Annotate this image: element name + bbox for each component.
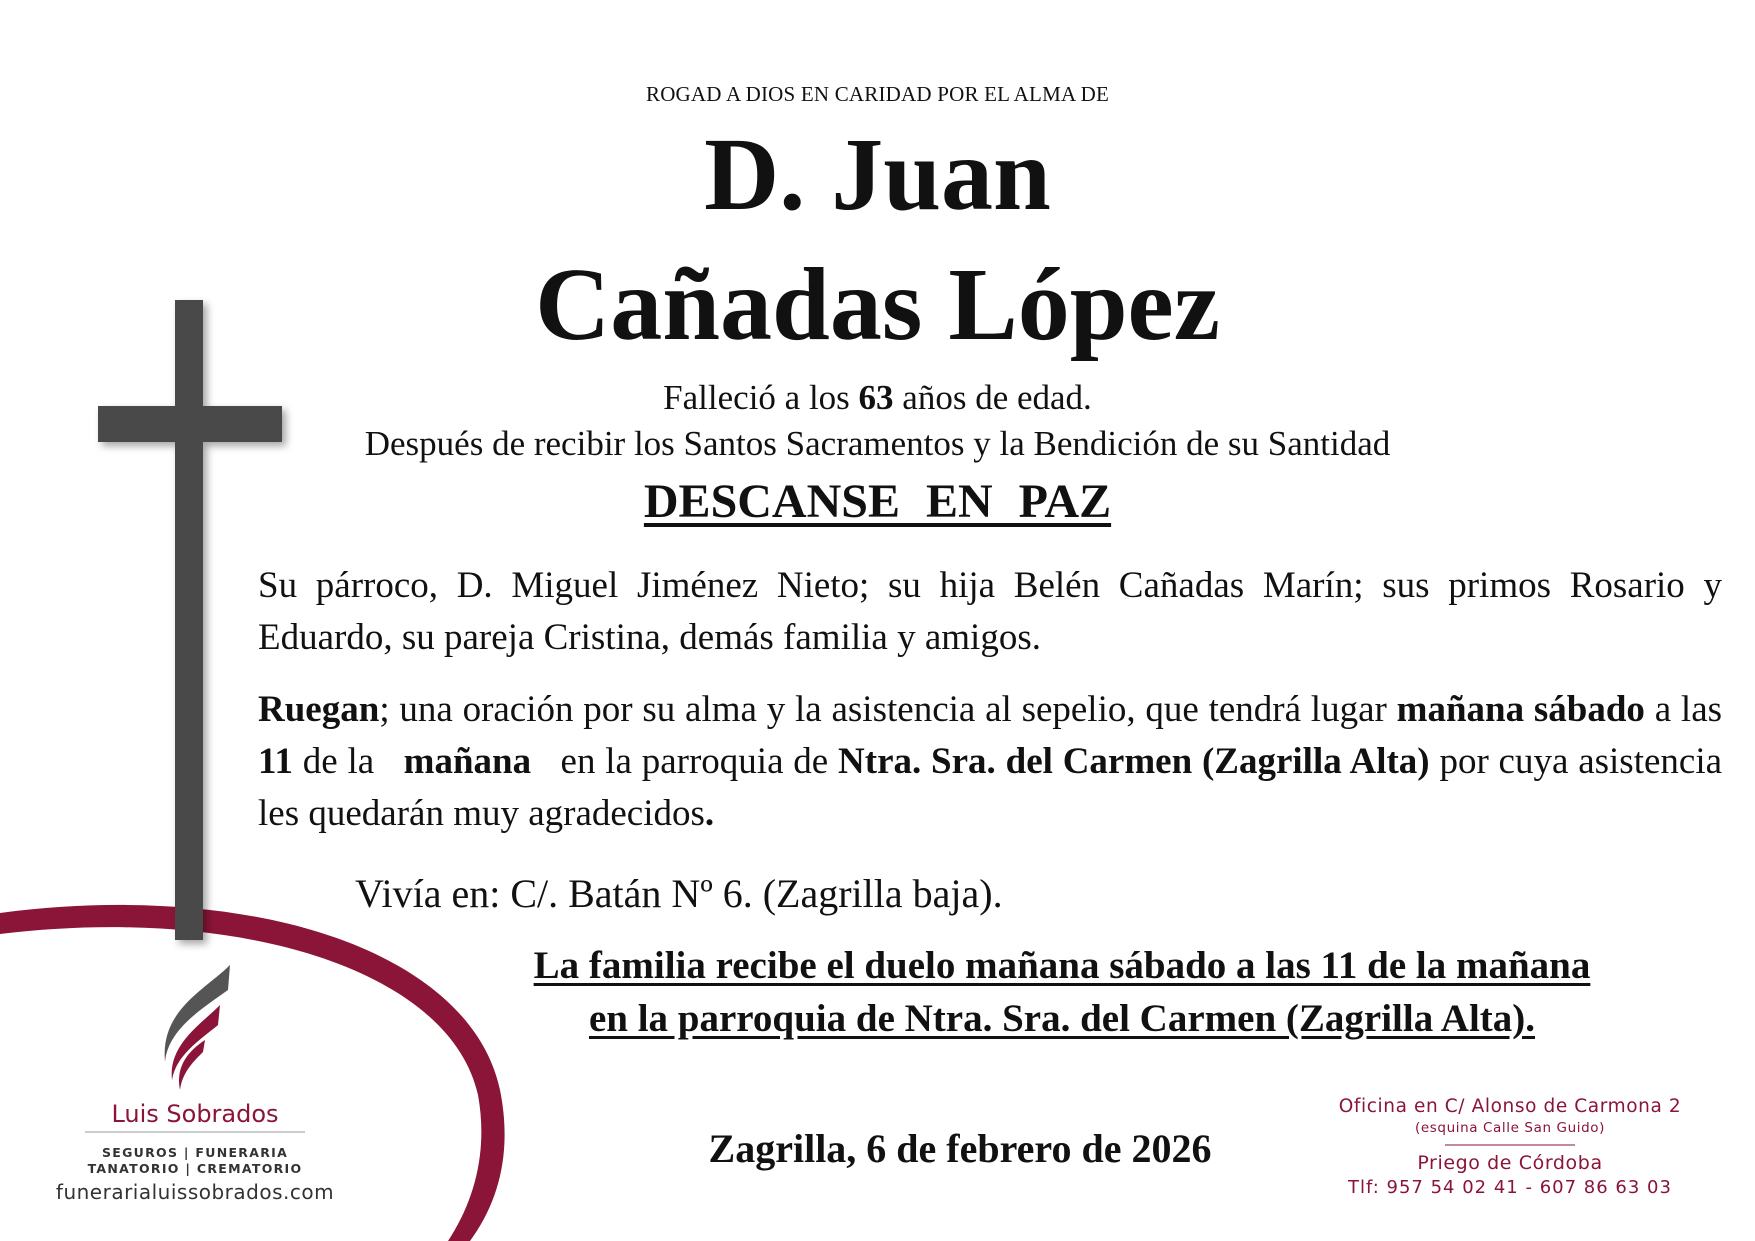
request-period: . — [704, 792, 715, 834]
company-services-2: TANATORIO | CREMATORIO — [87, 1161, 303, 1176]
request-text: en la parroquia de — [560, 740, 829, 782]
sacraments-line: Después de recibir los Santos Sacramentos y la Bendición de su Santidad — [364, 424, 1391, 463]
request-day: mañana sábado — [1396, 689, 1645, 730]
flame-logo-icon — [165, 965, 230, 1090]
age-value: 63 — [858, 378, 894, 417]
duelo-block — [380, 940, 1744, 1045]
age-line — [0, 378, 1755, 418]
request-time: mañana — [403, 740, 532, 782]
request-hour: 11 — [258, 740, 293, 782]
company-name: Luis Sobrados — [111, 1100, 279, 1128]
office-city: Priego de Córdoba — [1417, 1152, 1603, 1174]
date-line: Zagrilla, 6 de febrero de 2026 — [708, 1126, 1212, 1171]
request-paragraph — [258, 684, 1722, 839]
duelo-line2: en la parroquia de Ntra. Sra. del Carmen (Zagrilla Alta). — [588, 996, 1536, 1040]
rip-heading — [0, 474, 1755, 529]
residence-line: Vivía en: C/. Batán Nº 6. (Zagrilla baja). — [355, 871, 1003, 916]
age-suffix: años de edad. — [902, 378, 1092, 417]
request-text: ; una oración por su alma y la asistencia al sepelio, que tendrá lugar — [379, 689, 1387, 730]
duelo-line1: La familia recibe el duelo mañana sábado a las 11 de la mañana — [533, 944, 1591, 987]
request-church: Ntra. Sra. del Carmen (Zagrilla Alta) — [838, 740, 1430, 782]
request-ruegan: Ruegan — [258, 689, 380, 730]
request-text: a las — [1654, 689, 1723, 730]
rip-text: DESCANSE EN PAZ — [643, 475, 1112, 528]
company-website: funerarialuissobrados.com — [55, 1180, 335, 1204]
office-address: Oficina en C/ Alonso de Carmona 2 — [1338, 1096, 1682, 1117]
intro-text: ROGAD A DIOS EN CARIDAD POR EL ALMA DE — [645, 82, 1110, 106]
request-text: de la — [302, 740, 375, 782]
company-services-1: SEGUROS | FUNERARIA — [101, 1145, 289, 1160]
request-text: por cuya asistencia les quedarán muy agradecidos — [258, 740, 1723, 834]
deceased-name-line1: D. Juan — [704, 117, 1051, 232]
family-paragraph: Su párroco, D. Miguel Jiménez Nieto; su hija Belén Cañadas Marín; sus primos Rosario y Eduardo, su pareja Cristina, demás familia y amigos. — [258, 565, 1722, 658]
office-phones: Tlf: 957 54 02 41 - 607 86 63 03 — [1348, 1177, 1672, 1198]
age-prefix: Falleció a los — [663, 378, 850, 417]
deceased-name-line2: Cañadas López — [535, 247, 1220, 362]
office-corner: (esquina Calle San Guido) — [1415, 1120, 1605, 1136]
